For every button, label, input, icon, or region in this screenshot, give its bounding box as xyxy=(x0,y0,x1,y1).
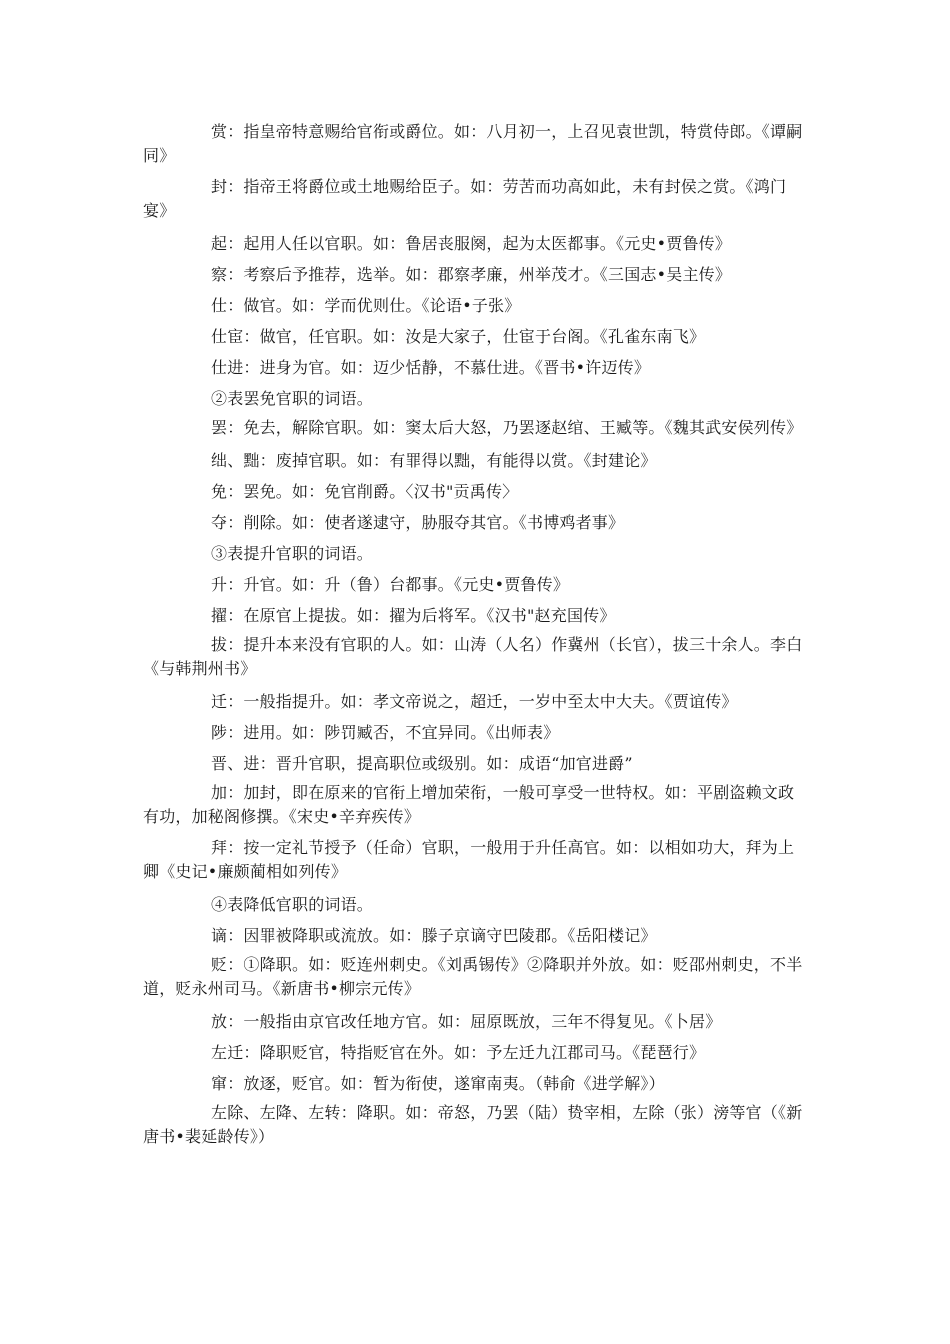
entry-ba: 罢：免去，解除官职。如：窦太后大怒，乃罢逐赵绾、王臧等。《魏其武安侯列传》 xyxy=(211,418,803,437)
entry-sheng: 升：升官。如：升（鲁）台都事。《元史•贾鲁传》 xyxy=(211,575,570,594)
entry-duo: 夺：削除。如：使者遂逮守，胁服夺其官。《书博鸡者事》 xyxy=(211,513,625,532)
document-body xyxy=(143,118,807,1154)
entry-zhi: 陟：进用。如：陟罚臧否，不宜异同。《出师表》 xyxy=(211,723,560,742)
entry-zuochu: 左除、左降、左转：降职。如：帝怒，乃罢（陆）贽宰相，左除（张）滂等官（《新唐书•裴延龄传》） xyxy=(143,1103,803,1146)
entry-cuan: 窜：放逐，贬官。如：暂为衔使，遂窜南夷。（韩俞《进学解》） xyxy=(211,1074,665,1093)
entry-feng: 封：指帝王将爵位或土地赐给臣子。如：劳苦而功高如此，未有封侯之赏。《鸿门宴》 xyxy=(143,177,787,220)
entry-mian: 免：罢免。如：免官削爵。〈汉书"贡禹传〉 xyxy=(211,482,519,501)
entry-qian: 迁：一般指提升。如：孝文帝说之，超迁，一岁中至太中大夫。《贾谊传》 xyxy=(211,692,738,711)
entry-shijin: 仕进：进身为官。如：迈少恬静，不慕仕进。《晋书•许迈传》 xyxy=(211,358,651,377)
entry-zhuo: 擢：在原官上提拔。如：擢为后将军。《汉书"赵充国传》 xyxy=(211,606,616,625)
entry-cha: 察：考察后予推荐，选举。如：郡察孝廉，州举茂才。《三国志•吴主传》 xyxy=(211,265,732,284)
entry-jin: 晋、进：晋升官职，提高职位或级别。如：成语“加官进爵” xyxy=(211,754,633,773)
entry-fang: 放：一般指由京官改任地方官。如：屈原既放，三年不得复见。《卜居》 xyxy=(211,1012,722,1031)
entry-zuoqian: 左迁：降职贬官，特指贬官在外。如：予左迁九江郡司马。《琵琶行》 xyxy=(211,1043,706,1062)
entry-shang: 赏：指皇帝特意赐给官衔或爵位。如：八月初一，上召见袁世凯，特赏侍郎。《谭嗣同》 xyxy=(143,122,803,165)
section-heading-demotion: ④表降低官职的词语。 xyxy=(211,895,374,914)
entry-chu: 绌、黜：废掉官职。如：有罪得以黜，有能得以赏。《封建论》 xyxy=(211,451,657,470)
entry-ba-promote: 拔：提升本来没有官职的人。如：山涛（人名）作冀州（长官），拔三十余人。李白《与韩荆州书》 xyxy=(143,635,803,678)
entry-qi: 起：起用人任以官职。如：鲁居丧服阕，起为太医都事。《元史•贾鲁传》 xyxy=(211,234,732,253)
section-heading-promotion: ③表提升官职的词语。 xyxy=(211,544,374,563)
entry-bian: 贬：①降职。如：贬连州刺史。《刘禹锡传》②降职并外放。如：贬邵州刺史，不半道，贬永州司马。《新唐书•柳宗元传》 xyxy=(143,955,803,998)
entry-shi: 仕：做官。如：学而优则仕。《论语•子张》 xyxy=(211,296,521,315)
entry-zhe: 谪：因罪被降职或流放。如：滕子京谪守巴陵郡。《岳阳楼记》 xyxy=(211,926,657,945)
entry-bai: 拜：按一定礼节授予（任命）官职，一般用于升任高官。如：以相如功大，拜为上卿《史记•廉颇蔺相如列传》 xyxy=(143,838,795,881)
entry-shihuan: 仕宦：做官，任官职。如：汝是大家子，仕宦于台阁。《孔雀东南飞》 xyxy=(211,327,706,346)
section-heading-dismissal: ②表罢免官职的词语。 xyxy=(211,389,374,408)
entry-jia: 加：加封，即在原来的官衔上增加荣衔，一般可享受一世特权。如：平剧盗赖文政有功，加秘阁修撰。《宋史•辛弃疾传》 xyxy=(143,783,795,826)
